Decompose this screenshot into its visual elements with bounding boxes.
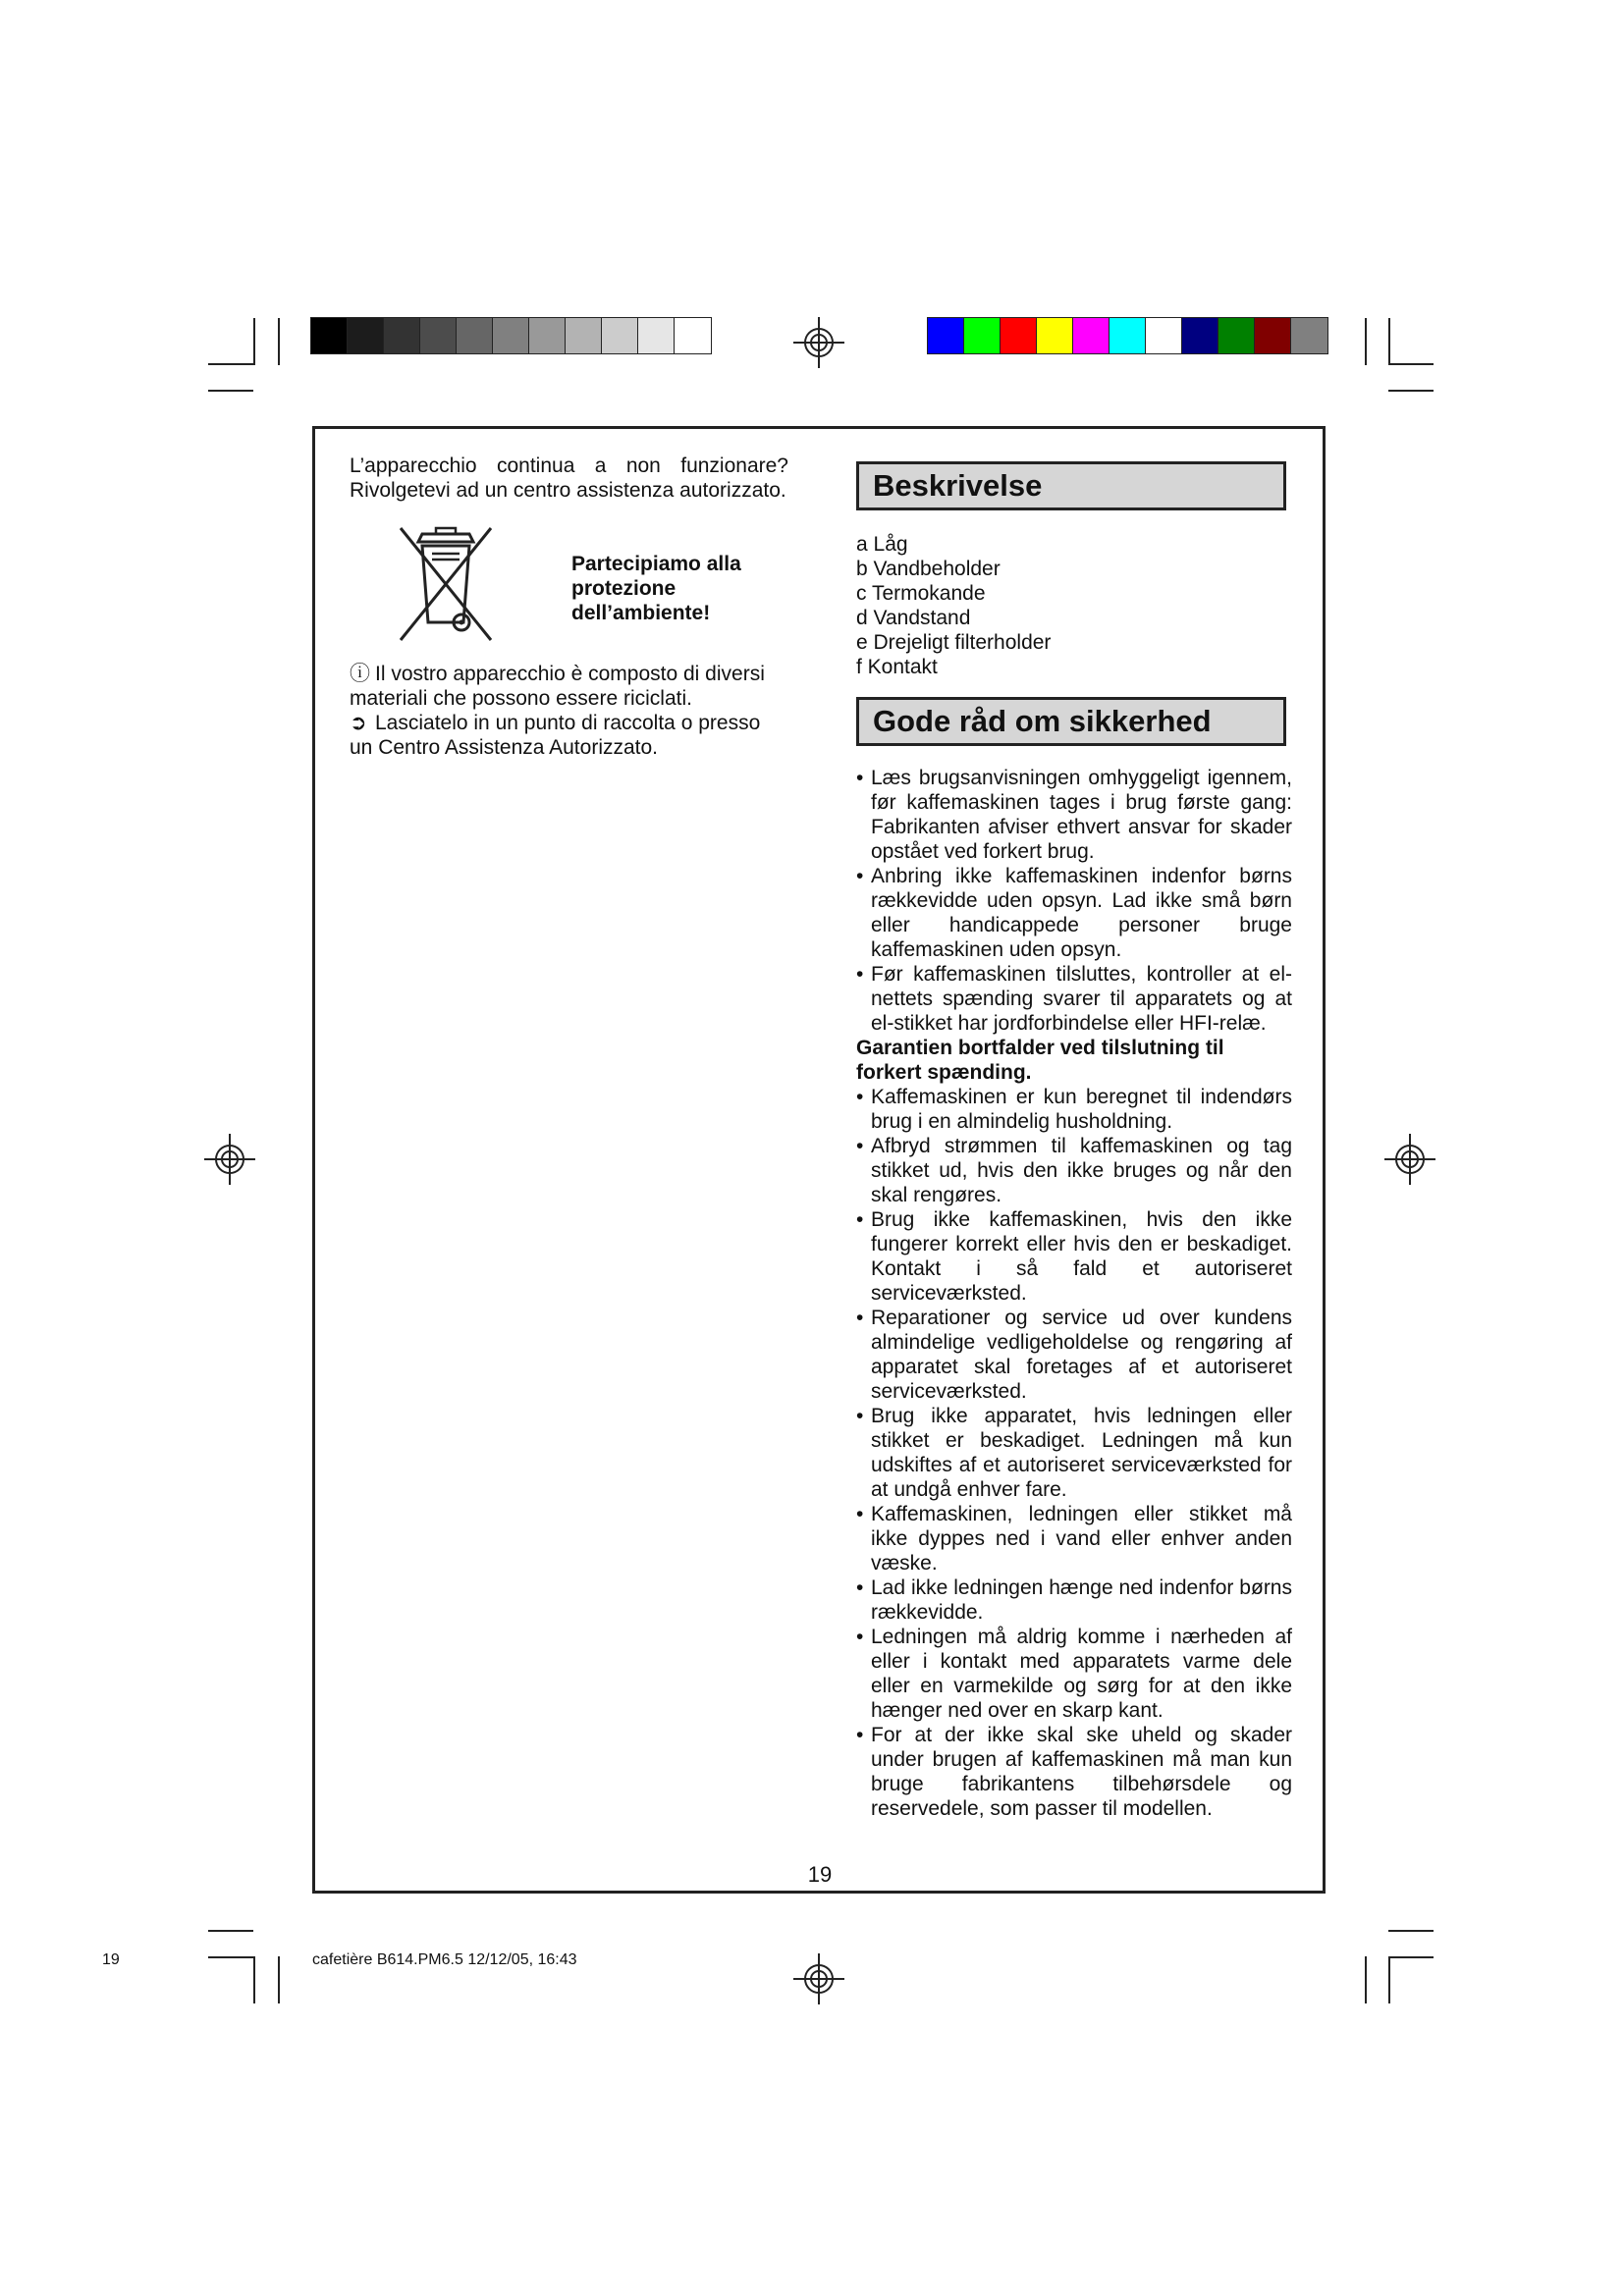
crossed-out-wheelie-bin-icon — [393, 524, 499, 644]
gray-swatch — [311, 318, 348, 353]
color-swatch — [1218, 318, 1255, 353]
gray-swatch — [493, 318, 529, 353]
service-paragraph: L’apparecchio continua a non funzionare? Rivolgetevi ad un centro assistenza autorizzato. — [350, 454, 788, 502]
registration-mark-icon — [793, 317, 844, 368]
crop-mark — [253, 318, 255, 365]
recycling-instruction-text: Lasciatelo in un punto di raccolta o presso un Centro Assistenza Autorizzato. — [350, 712, 761, 759]
safety-item: • Brug ikke apparatet, hvis ledningen eller stikket er beskadiget. Ledningen må kun udskiftes af et autoriseret serviceværksted for at undgå enhver fare. — [856, 1404, 1292, 1502]
color-swatch — [1110, 318, 1146, 353]
description-heading: Beskrivelse — [856, 461, 1286, 510]
recycling-notes — [350, 662, 788, 760]
recycling-info — [350, 662, 788, 711]
safety-item: • Ledningen må aldrig komme i nærheden af eller i kontakt med apparatets varme dele eller en varmekilde og sørg for at den ikke hænger ned over en skarp kant. — [856, 1625, 1292, 1723]
grayscale-calibration-strip — [310, 317, 712, 354]
environment-caption: Partecipiamo alla protezione dell’ambiente! — [571, 553, 741, 624]
registration-mark-icon — [204, 1134, 255, 1185]
crop-mark — [1388, 1930, 1434, 1932]
crop-mark — [1365, 318, 1367, 365]
color-swatch — [1182, 318, 1218, 353]
crop-mark — [208, 390, 253, 392]
color-swatch — [928, 318, 964, 353]
info-icon: ⓘ — [350, 663, 370, 685]
gray-swatch — [675, 318, 711, 353]
sheet-number: 19 — [102, 1951, 120, 1968]
color-swatch — [1001, 318, 1037, 353]
safety-item: • Før kaffemaskinen tilsluttes, kontroller at el-nettets spænding svarer til apparatets og at el-stikket har jordforbindelse eller HFI-relæ. — [856, 962, 1292, 1036]
color-swatch — [1146, 318, 1182, 353]
weee-block — [350, 524, 788, 644]
page-number: 19 — [807, 1862, 833, 1887]
crop-mark — [253, 1956, 255, 2003]
color-calibration-strip — [927, 317, 1328, 354]
gray-swatch — [602, 318, 638, 353]
left-column — [350, 454, 788, 760]
safety-item: • Læs brugsanvisningen omhyggeligt igennem, før kaffemaskinen tages i brug første gang: Fabrikanten afviser ethvert ansvar for skader opstået ved forkert brug. — [856, 766, 1292, 864]
description-item: f Kontakt — [856, 656, 938, 678]
crop-mark — [1388, 318, 1390, 365]
warranty-note: Garantien bortfalder ved tilslutning til forkert spænding. — [856, 1037, 1224, 1084]
file-info: cafetière B614.PM6.5 12/12/05, 16:43 — [312, 1951, 577, 1968]
safety-item: • Lad ikke ledningen hænge ned indenfor børns rækkevidde. — [856, 1575, 1292, 1625]
crop-mark — [1388, 363, 1434, 365]
recycling-info-text: Il vostro apparecchio è composto di diversi materiali che possono essere riciclati. — [350, 663, 765, 710]
safety-item: • Brug ikke kaffemaskinen, hvis den ikke fungerer korrekt eller hvis den er beskadiget. Kontakt i så fald et autoriseret serviceværksted. — [856, 1207, 1292, 1306]
description-item: d Vandstand — [856, 607, 971, 629]
description-item: a Låg — [856, 533, 908, 556]
gray-swatch — [566, 318, 602, 353]
safety-item: • Kaffemaskinen er kun beregnet til indendørs brug i en almindelig husholdning. — [856, 1085, 1292, 1134]
color-swatch — [1073, 318, 1110, 353]
safety-item: • Kaffemaskinen, ledningen eller stikket må ikke dyppes ned i vand eller enhver anden væske. — [856, 1502, 1292, 1575]
registration-mark-icon — [793, 1953, 844, 2004]
crop-mark — [208, 1956, 253, 1958]
gray-swatch — [457, 318, 493, 353]
safety-item: • Reparationer og service ud over kundens almindelige vedligeholdelse og rengøring af apparatet skal foretages af et autoriseret serviceværksted. — [856, 1306, 1292, 1404]
gray-swatch — [529, 318, 566, 353]
color-swatch — [964, 318, 1001, 353]
crop-mark — [1388, 1956, 1390, 2003]
safety-item: • Anbring ikke kaffemaskinen indenfor børns rækkevidde uden opsyn. Lad ikke små børn eller handicappede personer bruge kaffemaskinen uden opsyn. — [856, 864, 1292, 962]
safety-item: • For at der ikke skal ske uheld og skader under brugen af kaffemaskinen må man kun bruge fabrikantens tilbehørsdele og reservedele, som passer til modellen. — [856, 1723, 1292, 1821]
description-list — [856, 532, 1292, 679]
crop-mark — [1365, 1956, 1367, 2003]
gray-swatch — [638, 318, 675, 353]
crop-mark — [208, 363, 253, 365]
description-item: e Drejeligt filterholder — [856, 631, 1052, 654]
description-item: b Vandbeholder — [856, 558, 1001, 580]
gray-swatch — [348, 318, 384, 353]
crop-mark — [208, 1930, 253, 1932]
color-swatch — [1255, 318, 1291, 353]
crop-mark — [278, 318, 280, 365]
safety-item: • Afbryd strømmen til kaffemaskinen og tag stikket ud, hvis den ikke bruges og når den skal rengøres. — [856, 1134, 1292, 1207]
gray-swatch — [384, 318, 420, 353]
safety-heading: Gode råd om sikkerhed — [856, 697, 1286, 746]
color-swatch — [1037, 318, 1073, 353]
color-swatch — [1291, 318, 1327, 353]
registration-mark-icon — [1384, 1134, 1435, 1185]
crop-mark — [1388, 1956, 1434, 1958]
arrow-icon: ➲ — [350, 712, 367, 734]
description-item: c Termokande — [856, 582, 986, 605]
crop-mark — [278, 1956, 280, 2003]
recycling-instruction — [350, 711, 788, 760]
crop-mark — [1388, 390, 1434, 392]
safety-list-b — [856, 1085, 1292, 1821]
right-column — [856, 461, 1292, 1821]
safety-list-a — [856, 766, 1292, 1036]
gray-swatch — [420, 318, 457, 353]
